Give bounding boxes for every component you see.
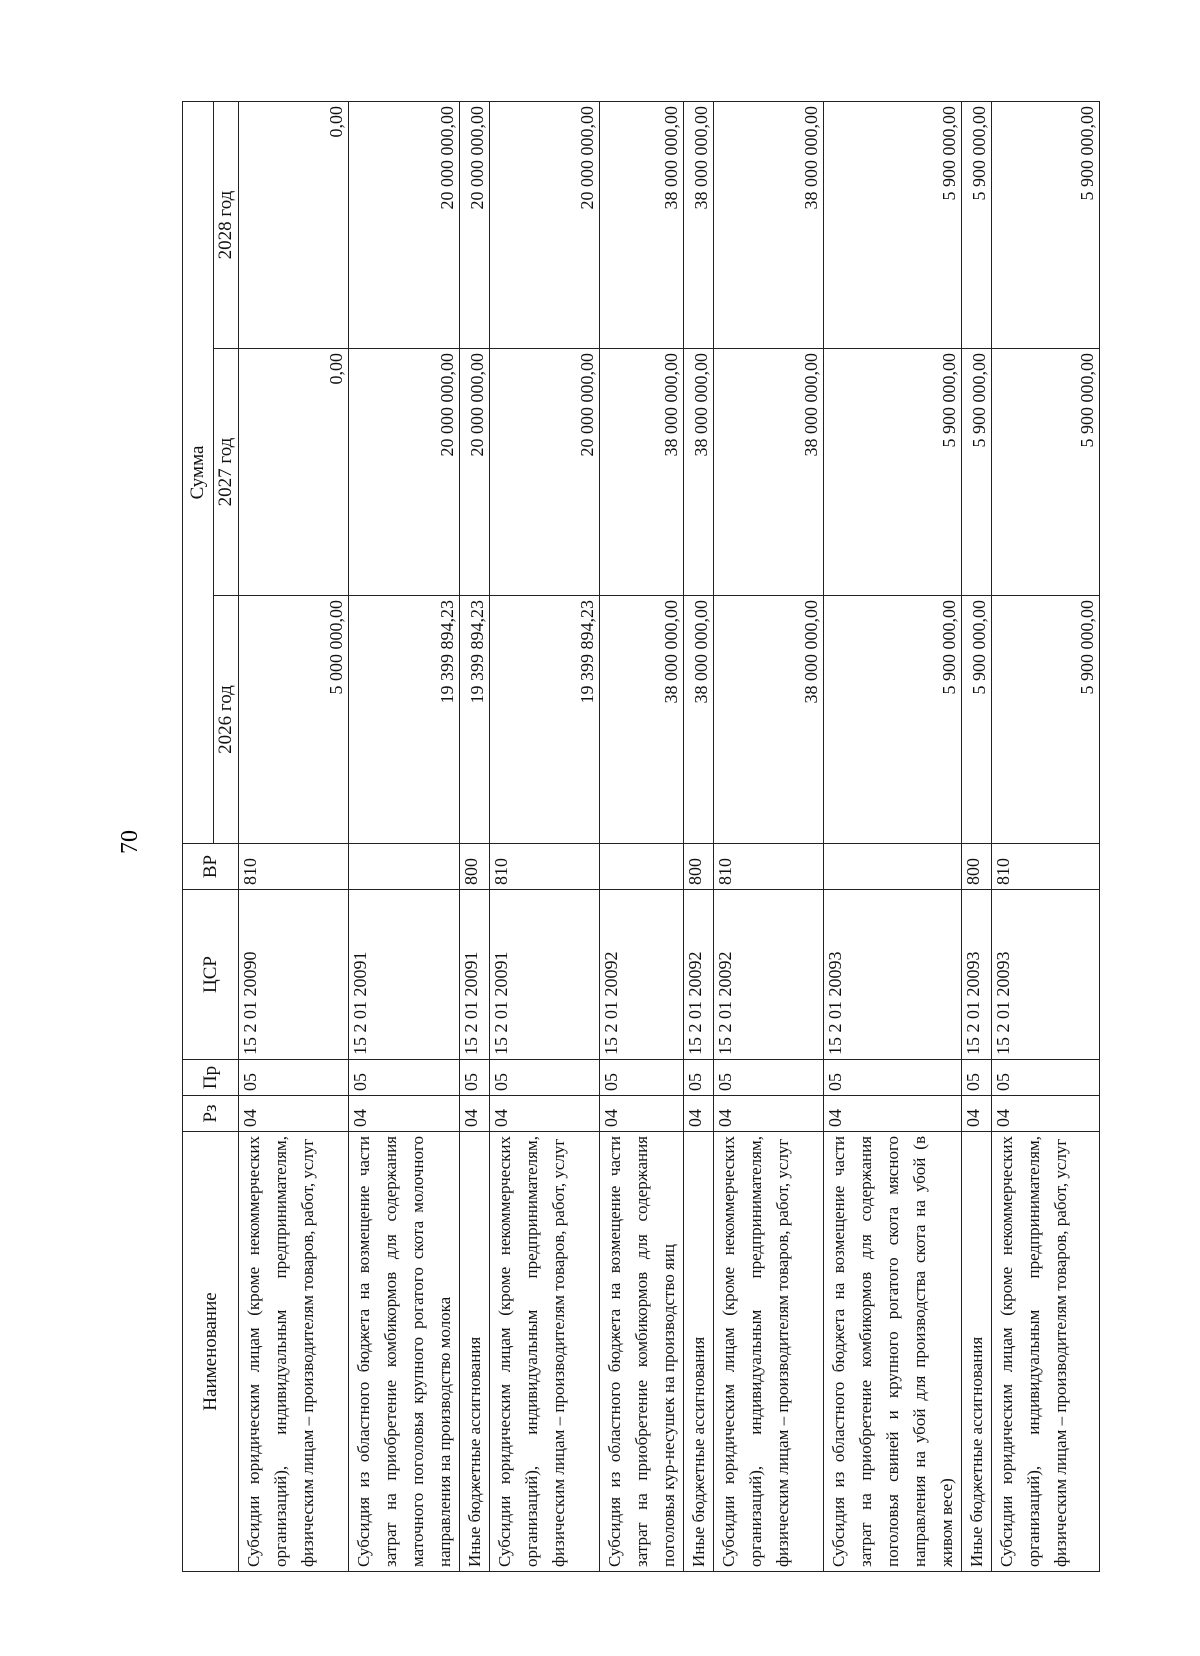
cell-2028: 20 000 000,00 — [490, 102, 600, 349]
header-2027: 2027 год — [214, 349, 239, 596]
cell-rz: 04 — [684, 1096, 714, 1132]
cell-rz: 04 — [714, 1096, 824, 1132]
cell-name: Субсидии юридическим лицам (кроме некоммерческих организаций), индивидуальным предпринимателям, физическим лицам – производителям товаров, работ, услуг — [714, 1132, 824, 1572]
table-row — [239, 102, 349, 1572]
cell-2027: 0,00 — [239, 349, 349, 596]
cell-2026: 5 900 000,00 — [992, 596, 1100, 844]
table-wrapper — [182, 102, 1097, 1572]
cell-csr: 15 2 01 20093 — [962, 890, 992, 1060]
cell-rz: 04 — [239, 1096, 349, 1132]
cell-name: Субсидия из областного бюджета на возмещение части затрат на приобретение комбикормов для содержания маточного поголовья крупного рогатого скота молочного направления на производство молока — [349, 1132, 460, 1572]
cell-2027: 20 000 000,00 — [490, 349, 600, 596]
cell-2027: 5 900 000,00 — [962, 349, 992, 596]
table-row — [460, 102, 490, 1572]
cell-2026: 38 000 000,00 — [714, 596, 824, 844]
cell-name: Иные бюджетные ассигнования — [684, 1132, 714, 1572]
cell-name: Иные бюджетные ассигнования — [460, 1132, 490, 1572]
cell-csr: 15 2 01 20091 — [460, 890, 490, 1060]
cell-2026: 38 000 000,00 — [684, 596, 714, 844]
header-sum: Сумма — [183, 102, 214, 844]
cell-vr — [349, 844, 460, 890]
table-row — [714, 102, 824, 1572]
cell-2026: 19 399 894,23 — [490, 596, 600, 844]
header-2026: 2026 год — [214, 596, 239, 844]
cell-vr: 810 — [714, 844, 824, 890]
cell-2028: 5 900 000,00 — [824, 102, 962, 349]
cell-2027: 38 000 000,00 — [684, 349, 714, 596]
cell-vr: 800 — [460, 844, 490, 890]
cell-pr: 05 — [714, 1060, 824, 1096]
header-vr: ВР — [183, 844, 239, 890]
cell-name: Субсидия из областного бюджета на возмещение части затрат на приобретение комбикормов для содержания поголовья свиней и крупного рогатого скота мясного направления на убой для производства скота на убой (в живом весе) — [824, 1132, 962, 1572]
cell-vr: 800 — [684, 844, 714, 890]
table-row — [962, 102, 992, 1572]
cell-csr: 15 2 01 20091 — [349, 890, 460, 1060]
table-row — [684, 102, 714, 1572]
cell-pr: 05 — [349, 1060, 460, 1096]
header-csr: ЦСР — [183, 890, 239, 1060]
table-row — [490, 102, 600, 1572]
cell-vr: 800 — [962, 844, 992, 890]
cell-csr: 15 2 01 20092 — [714, 890, 824, 1060]
cell-name: Иные бюджетные ассигнования — [962, 1132, 992, 1572]
cell-2027: 20 000 000,00 — [460, 349, 490, 596]
cell-2028: 38 000 000,00 — [714, 102, 824, 349]
cell-rz: 04 — [992, 1096, 1100, 1132]
page-number: 70 — [117, 830, 143, 854]
cell-pr: 05 — [684, 1060, 714, 1096]
cell-2028: 20 000 000,00 — [460, 102, 490, 349]
cell-csr: 15 2 01 20092 — [600, 890, 684, 1060]
table-row — [349, 102, 460, 1572]
cell-vr: 810 — [490, 844, 600, 890]
cell-name: Субсидии юридическим лицам (кроме некоммерческих организаций), индивидуальным предпринимателям, физическим лицам – производителям товаров, работ, услуг — [992, 1132, 1100, 1572]
cell-vr — [824, 844, 962, 890]
cell-name: Субсидии юридическим лицам (кроме некоммерческих организаций), индивидуальным предпринимателям, физическим лицам – производителям товаров, работ, услуг — [239, 1132, 349, 1572]
table-row — [600, 102, 684, 1572]
cell-csr: 15 2 01 20090 — [239, 890, 349, 1060]
header-2028: 2028 год — [214, 102, 239, 349]
cell-vr: 810 — [239, 844, 349, 890]
table-row — [992, 102, 1100, 1572]
cell-2026: 5 900 000,00 — [824, 596, 962, 844]
cell-pr: 05 — [490, 1060, 600, 1096]
cell-2026: 19 399 894,23 — [460, 596, 490, 844]
cell-name: Субсидия из областного бюджета на возмещение части затрат на приобретение комбикормов для содержания поголовья кур-несушек на производство яиц — [600, 1132, 684, 1572]
cell-2026: 5 900 000,00 — [962, 596, 992, 844]
cell-2028: 5 900 000,00 — [992, 102, 1100, 349]
cell-2028: 20 000 000,00 — [349, 102, 460, 349]
cell-csr: 15 2 01 20091 — [490, 890, 600, 1060]
cell-2027: 5 900 000,00 — [824, 349, 962, 596]
cell-pr: 05 — [824, 1060, 962, 1096]
cell-name: Субсидии юридическим лицам (кроме некоммерческих организаций), индивидуальным предпринимателям, физическим лицам – производителям товаров, работ, услуг — [490, 1132, 600, 1572]
cell-pr: 05 — [600, 1060, 684, 1096]
cell-csr: 15 2 01 20092 — [684, 890, 714, 1060]
cell-2027: 38 000 000,00 — [600, 349, 684, 596]
cell-rz: 04 — [824, 1096, 962, 1132]
cell-rz: 04 — [490, 1096, 600, 1132]
cell-2027: 5 900 000,00 — [992, 349, 1100, 596]
cell-2028: 38 000 000,00 — [684, 102, 714, 349]
cell-2028: 38 000 000,00 — [600, 102, 684, 349]
cell-2027: 20 000 000,00 — [349, 349, 460, 596]
cell-csr: 15 2 01 20093 — [992, 890, 1100, 1060]
cell-pr: 05 — [962, 1060, 992, 1096]
header-pr: Пр — [183, 1060, 239, 1096]
cell-rz: 04 — [962, 1096, 992, 1132]
table-row — [824, 102, 962, 1572]
cell-2028: 5 900 000,00 — [962, 102, 992, 349]
cell-2026: 38 000 000,00 — [600, 596, 684, 844]
cell-rz: 04 — [460, 1096, 490, 1132]
cell-vr: 810 — [992, 844, 1100, 890]
cell-pr: 05 — [239, 1060, 349, 1096]
cell-2026: 5 000 000,00 — [239, 596, 349, 844]
cell-pr: 05 — [992, 1060, 1100, 1096]
cell-2026: 19 399 894,23 — [349, 596, 460, 844]
cell-csr: 15 2 01 20093 — [824, 890, 962, 1060]
cell-2028: 0,00 — [239, 102, 349, 349]
cell-pr: 05 — [460, 1060, 490, 1096]
cell-rz: 04 — [349, 1096, 460, 1132]
cell-vr — [600, 844, 684, 890]
header-name: Наименование — [183, 1132, 239, 1572]
budget-table — [182, 101, 1100, 1572]
header-rz: Рз — [183, 1096, 239, 1132]
cell-2027: 38 000 000,00 — [714, 349, 824, 596]
cell-rz: 04 — [600, 1096, 684, 1132]
